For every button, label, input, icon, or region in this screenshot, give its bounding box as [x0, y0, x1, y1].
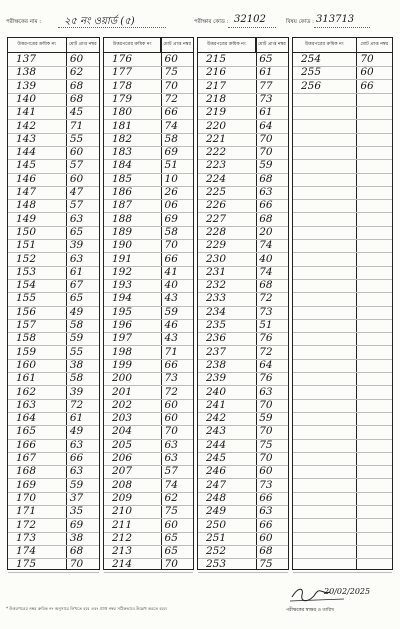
marks-value: 40 [164, 279, 178, 292]
roll-number: 250 [206, 518, 227, 531]
roll-number: 173 [16, 531, 37, 544]
marks-table [7, 37, 393, 570]
roll-number: 180 [112, 106, 133, 119]
marks-value: 59 [259, 159, 273, 172]
roll-number: 150 [16, 225, 37, 238]
roll-number: 156 [16, 305, 37, 318]
roll-number: 188 [112, 212, 133, 225]
table-row [198, 557, 288, 572]
marks-value: 60 [69, 53, 84, 65]
marks-value: 62 [164, 491, 178, 504]
roll-number: 176 [112, 53, 133, 65]
roll-number: 201 [112, 385, 133, 398]
marks-value: 60 [164, 412, 178, 425]
marks-value: 60 [164, 398, 178, 411]
marks-value: 75 [259, 558, 273, 571]
marks-value: 66 [259, 491, 273, 504]
marks-value: 64 [259, 119, 273, 132]
marks-value: 43 [164, 332, 178, 345]
marks-value: 49 [69, 305, 84, 318]
signature-caption: পরীক্ষকের স্বাক্ষর ও তারিখ [286, 608, 335, 613]
roll-number: 256 [301, 79, 322, 92]
marks-value: 61 [259, 66, 273, 79]
roll-number: 170 [16, 491, 37, 504]
examiner-value: ২৫ নং ওয়ার্ড (৫) [64, 16, 135, 27]
roll-number: 245 [206, 452, 227, 464]
roll-number: 227 [206, 212, 227, 225]
roll-number: 155 [16, 292, 37, 305]
marks-value: 58 [164, 225, 178, 238]
marks-value: 38 [69, 358, 84, 371]
roll-number: 193 [112, 279, 133, 292]
examiner-label: পরীক্ষকের নাম : [6, 19, 42, 25]
marks-value: 47 [69, 186, 84, 198]
marks-value: 60 [164, 518, 178, 531]
roll-number: 226 [206, 199, 227, 212]
marks-value: 74 [164, 478, 178, 491]
marks-value: 26 [164, 186, 178, 198]
column-header [198, 38, 288, 53]
marks-value: 40 [259, 252, 273, 265]
roll-number: 242 [206, 412, 227, 425]
marks-value: 38 [69, 531, 84, 544]
marks-value: 63 [164, 438, 178, 451]
marks-value: 59 [259, 412, 273, 425]
marks-value: 68 [259, 545, 273, 558]
roll-header: উত্তরপত্রের ক্রমিক নং [293, 38, 357, 52]
roll-number: 162 [16, 385, 37, 398]
roll-number: 240 [206, 385, 227, 398]
marks-value: 55 [69, 345, 84, 358]
roll-number: 182 [112, 132, 133, 145]
marks-value: 66 [164, 252, 178, 265]
marks-value: 75 [164, 66, 178, 79]
marks-value: 60 [360, 66, 374, 79]
roll-number: 160 [16, 358, 37, 371]
roll-number: 157 [16, 319, 37, 331]
marks-value: 76 [259, 372, 273, 385]
roll-number: 235 [206, 319, 227, 331]
marks-value: 73 [164, 372, 178, 385]
marks-value: 64 [259, 358, 273, 371]
marks-value: 57 [164, 465, 178, 478]
roll-number: 236 [206, 332, 227, 345]
roll-number: 165 [16, 425, 37, 438]
marks-value: 49 [69, 425, 84, 438]
subject-code-value: 313713 [316, 14, 355, 25]
subject-code-label: বিষয় কোড : [286, 19, 314, 25]
roll-number: 183 [112, 146, 133, 159]
marks-value: 20 [259, 225, 273, 238]
marks-value: 63 [259, 385, 273, 398]
marks-value: 51 [164, 159, 178, 172]
roll-number: 200 [112, 372, 133, 385]
marks-value: 70 [360, 53, 374, 65]
roll-number: 219 [206, 106, 227, 119]
roll-number: 216 [206, 66, 227, 79]
roll-number: 207 [112, 465, 133, 478]
roll-number: 221 [206, 132, 227, 145]
roll-number: 166 [16, 438, 37, 451]
marks-value: 70 [164, 425, 178, 438]
marks-value: 60 [69, 172, 84, 185]
roll-number: 192 [112, 265, 133, 278]
marks-value: 66 [360, 79, 374, 92]
marks-value: 63 [69, 252, 84, 265]
marks-value: 66 [259, 518, 273, 531]
roll-number: 147 [16, 186, 37, 198]
marks-value: 57 [69, 199, 84, 212]
roll-number: 141 [16, 106, 37, 119]
roll-number: 203 [112, 412, 133, 425]
marks-value: 71 [164, 345, 178, 358]
roll-number: 252 [206, 545, 227, 558]
marks-value: 72 [69, 398, 84, 411]
marks-value: 61 [69, 265, 84, 278]
marks-column-1 [7, 37, 100, 570]
roll-number: 190 [112, 239, 133, 252]
marks-value: 35 [69, 505, 84, 518]
roll-number: 206 [112, 452, 133, 464]
roll-number: 220 [206, 119, 227, 132]
roll-number: 253 [206, 558, 227, 571]
marks-value: 70 [259, 425, 273, 438]
roll-header: উত্তরপত্রের ক্রমিক নং [198, 38, 256, 52]
roll-number: 154 [16, 279, 37, 292]
marks-value: 55 [69, 132, 84, 145]
roll-number: 243 [206, 425, 227, 438]
roll-number: 225 [206, 186, 227, 198]
roll-number: 204 [112, 425, 133, 438]
marks-header: মোট প্রাপ্ত নম্বর [258, 42, 286, 47]
exam-code-line [228, 27, 276, 28]
roll-number: 181 [112, 119, 133, 132]
marks-value: 70 [259, 132, 273, 145]
marks-value: 70 [164, 239, 178, 252]
marks-value: 63 [259, 505, 273, 518]
roll-number: 144 [16, 146, 37, 159]
marks-header: মোট প্রাপ্ত নম্বর [68, 42, 97, 47]
marks-value: 68 [259, 279, 273, 292]
marks-value: 69 [69, 518, 84, 531]
roll-number: 149 [16, 212, 37, 225]
marks-value: 74 [259, 265, 273, 278]
marks-value: 63 [69, 438, 84, 451]
marks-value: 65 [69, 292, 84, 305]
marks-value: 39 [69, 385, 84, 398]
roll-number: 241 [206, 398, 227, 411]
marks-value: 68 [69, 92, 84, 105]
roll-number: 143 [16, 132, 37, 145]
marks-value: 45 [69, 106, 84, 119]
roll-number: 140 [16, 92, 37, 105]
marks-value: 60 [164, 53, 178, 65]
roll-number: 254 [301, 53, 322, 65]
marks-value: 66 [69, 452, 84, 464]
roll-number: 146 [16, 172, 37, 185]
roll-number: 184 [112, 159, 133, 172]
roll-number: 233 [206, 292, 227, 305]
marks-value: 58 [69, 319, 84, 331]
marks-value: 41 [164, 265, 178, 278]
marks-value: 72 [164, 385, 178, 398]
roll-number: 199 [112, 358, 133, 371]
roll-number: 169 [16, 478, 37, 491]
marks-value: 57 [69, 159, 84, 172]
roll-number: 215 [206, 53, 227, 65]
marks-value: 68 [69, 545, 84, 558]
marks-value: 73 [259, 305, 273, 318]
marks-value: 60 [259, 531, 273, 544]
marks-value: 63 [69, 212, 84, 225]
roll-number: 171 [16, 505, 37, 518]
roll-number: 229 [206, 239, 227, 252]
roll-number: 153 [16, 265, 37, 278]
roll-number: 195 [112, 305, 133, 318]
marks-value: 69 [164, 212, 178, 225]
marks-value: 72 [259, 292, 273, 305]
table-row [104, 557, 193, 572]
marks-value: 63 [259, 186, 273, 198]
marks-value: 68 [69, 79, 84, 92]
roll-number: 151 [16, 239, 37, 252]
table-row [8, 557, 99, 572]
roll-number: 247 [206, 478, 227, 491]
roll-number: 194 [112, 292, 133, 305]
roll-number: 232 [206, 279, 227, 292]
roll-number: 231 [206, 265, 227, 278]
roll-number: 185 [112, 172, 133, 185]
roll-number: 238 [206, 358, 227, 371]
roll-number: 218 [206, 92, 227, 105]
roll-number: 158 [16, 332, 37, 345]
marks-value: 74 [259, 239, 273, 252]
roll-header: উত্তরপত্রের ক্রমিক নং [104, 38, 161, 52]
marks-value: 62 [69, 66, 84, 79]
roll-number: 175 [16, 558, 37, 571]
roll-number: 196 [112, 319, 133, 331]
roll-number: 239 [206, 372, 227, 385]
marks-value: 74 [164, 119, 178, 132]
table-row [293, 557, 392, 572]
marks-value: 65 [69, 225, 84, 238]
roll-number: 164 [16, 412, 37, 425]
marks-value: 75 [259, 438, 273, 451]
roll-header: উত্তরপত্রের ক্রমিক নং [8, 38, 67, 52]
marks-value: 65 [164, 531, 178, 544]
signature-date: 20/02/2025 [324, 587, 371, 596]
roll-number: 223 [206, 159, 227, 172]
roll-number: 205 [112, 438, 133, 451]
marks-value: 58 [164, 132, 178, 145]
marks-value: 61 [259, 106, 273, 119]
marks-value: 43 [164, 292, 178, 305]
marks-value: 72 [164, 92, 178, 105]
marks-value: 70 [164, 79, 178, 92]
marks-value: 39 [69, 239, 84, 252]
marks-value: 72 [259, 345, 273, 358]
marks-value: 68 [259, 212, 273, 225]
marks-value: 70 [259, 146, 273, 159]
roll-number: 172 [16, 518, 37, 531]
marks-value: 37 [69, 491, 84, 504]
roll-number: 202 [112, 398, 133, 411]
roll-number: 197 [112, 332, 133, 345]
roll-number: 139 [16, 79, 37, 92]
marks-column-3 [197, 37, 289, 570]
marks-value: 71 [69, 119, 84, 132]
roll-number: 137 [16, 53, 37, 65]
marks-value: 51 [259, 319, 273, 331]
marks-value: 59 [69, 332, 84, 345]
marks-value: 73 [259, 478, 273, 491]
marks-value: 70 [69, 558, 84, 571]
marks-value: 59 [164, 305, 178, 318]
marks-value: 75 [164, 505, 178, 518]
marks-value: 67 [69, 279, 84, 292]
marks-value: 06 [164, 199, 178, 212]
roll-number: 177 [112, 66, 133, 79]
roll-number: 174 [16, 545, 37, 558]
roll-number: 224 [206, 172, 227, 185]
marks-value: 66 [164, 106, 178, 119]
column-header [8, 38, 99, 53]
marks-value: 59 [69, 478, 84, 491]
roll-number: 244 [206, 438, 227, 451]
roll-number: 210 [112, 505, 133, 518]
roll-number: 213 [112, 545, 133, 558]
column-header [104, 38, 193, 53]
marks-column-4 [292, 37, 393, 570]
marks-value: 60 [69, 146, 84, 159]
marks-value: 58 [69, 372, 84, 385]
roll-number: 217 [206, 79, 227, 92]
roll-number: 145 [16, 159, 37, 172]
roll-number: 212 [112, 531, 133, 544]
marks-value: 61 [69, 412, 84, 425]
roll-number: 251 [206, 531, 227, 544]
sheet-header [6, 16, 394, 32]
subject-code-line [314, 27, 370, 28]
roll-number: 211 [112, 518, 133, 531]
roll-number: 234 [206, 305, 227, 318]
footnote: * উত্তরপত্রের নম্বর ক্রমিক নং অনুসারে লিখতে হবে এবং প্রাপ্ত নম্বর সঠিকভাবে উল্লেখ করতে হবে। [6, 606, 168, 611]
roll-number: 208 [112, 478, 133, 491]
marks-value: 63 [69, 465, 84, 478]
marks-value: 70 [164, 558, 178, 571]
roll-number: 187 [112, 199, 133, 212]
column-header [293, 38, 392, 53]
marks-value: 73 [259, 92, 273, 105]
marks-value: 70 [259, 452, 273, 464]
marks-value: 66 [259, 199, 273, 212]
roll-number: 168 [16, 465, 37, 478]
roll-number: 142 [16, 119, 37, 132]
marks-header: মোট প্রাপ্ত নম্বর [163, 42, 191, 47]
marks-value: 60 [259, 465, 273, 478]
roll-number: 186 [112, 186, 133, 198]
marks-value: 10 [164, 172, 178, 185]
roll-number: 255 [301, 66, 322, 79]
marks-value: 70 [259, 398, 273, 411]
roll-number: 246 [206, 465, 227, 478]
roll-number: 198 [112, 345, 133, 358]
roll-number: 230 [206, 252, 227, 265]
roll-number: 159 [16, 345, 37, 358]
marks-value: 68 [259, 172, 273, 185]
marks-value: 76 [259, 332, 273, 345]
roll-number: 179 [112, 92, 133, 105]
roll-number: 138 [16, 66, 37, 79]
marks-value: 69 [164, 146, 178, 159]
roll-number: 249 [206, 505, 227, 518]
roll-number: 228 [206, 225, 227, 238]
exam-code-label: পরীক্ষার কোড : [194, 19, 229, 25]
marks-value: 65 [259, 53, 273, 65]
marks-value: 63 [164, 452, 178, 464]
roll-number: 167 [16, 452, 37, 464]
roll-number: 191 [112, 252, 133, 265]
marks-value: 77 [259, 79, 273, 92]
roll-number: 189 [112, 225, 133, 238]
roll-number: 161 [16, 372, 37, 385]
roll-number: 222 [206, 146, 227, 159]
roll-number: 152 [16, 252, 37, 265]
marks-value: 66 [164, 358, 178, 371]
roll-number: 163 [16, 398, 37, 411]
roll-number: 209 [112, 491, 133, 504]
examiner-signature [284, 583, 382, 613]
roll-number: 248 [206, 491, 227, 504]
roll-number: 148 [16, 199, 37, 212]
marks-column-2 [103, 37, 194, 570]
marks-value: 65 [164, 545, 178, 558]
roll-number: 237 [206, 345, 227, 358]
roll-number: 214 [112, 558, 133, 571]
exam-code-value: 32102 [234, 14, 266, 25]
marks-value: 46 [164, 319, 178, 331]
roll-number: 178 [112, 79, 133, 92]
marks-header: মোট প্রাপ্ত নম্বর [360, 42, 389, 47]
